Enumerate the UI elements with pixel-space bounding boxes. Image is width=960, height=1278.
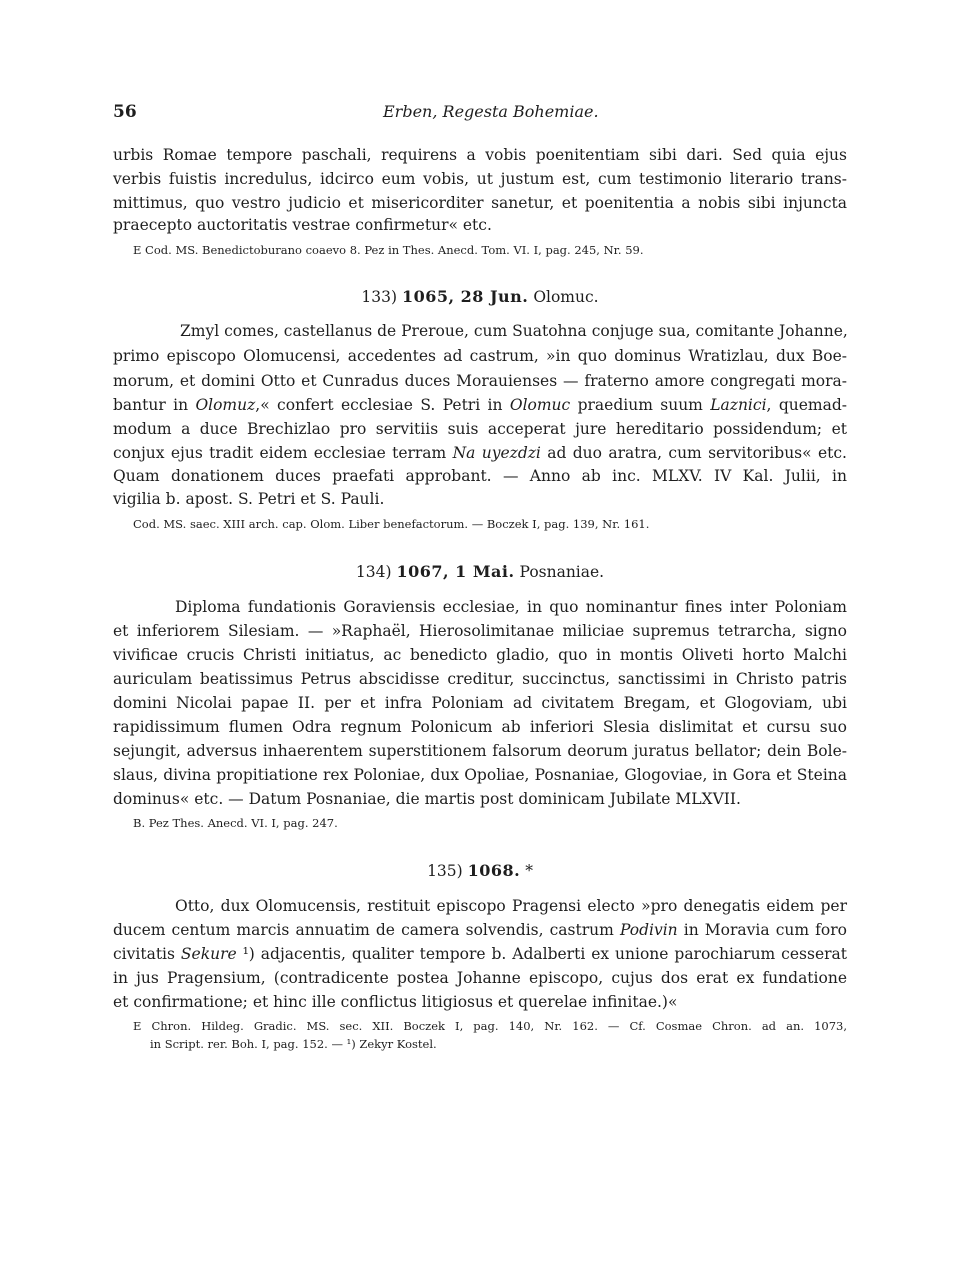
source-citation: in Script. rer. Boh. I, pag. 152. — ¹) Zekyr Kostel.	[150, 1037, 437, 1051]
page-number: 56	[113, 102, 137, 122]
running-title: Erben, Regesta Bohemiae.	[383, 102, 599, 121]
entry-date: 1065, 28 Jun.	[401, 287, 529, 306]
entry-number: 134)	[355, 563, 392, 581]
entry-heading	[0, 286, 960, 308]
entry-place: Posnaniae.	[519, 563, 605, 581]
entry-line: modum a duce Brechizlao pro servitiis suis acceperat jure hereditario possidendum; et	[113, 420, 847, 438]
place-name: Na uyezdzi	[452, 444, 541, 462]
text-run: civitatis	[113, 945, 181, 963]
entry-line: Zmyl comes, castellanus de Preroue, cum Suatohna conjuge sua, comitante Johanne,	[180, 322, 848, 340]
entry-line: Quam donationem duces praefati approbant. — Anno ab inc. MLXV. IV Kal. Julii, in	[113, 467, 847, 485]
entry-line	[113, 920, 847, 940]
intro-line: mittimus, quo vestro judicio et misericorditer sanetur, et poenitentia a nobis sibi injuncta	[113, 194, 847, 212]
text-run: ¹) adjacentis, qualiter tempore b. Adalberti ex unione parochiarum cesserat	[236, 945, 847, 963]
entry-line: rapidissimum flumen Odra regnum Polonicum ab inferiori Slesia dislimitat et cursu suo	[113, 718, 847, 736]
entry-date: 1068.	[467, 861, 521, 880]
entry-line: auriculam beatissimus Petrus abscidisse creditur, succinctus, sanctissimi in Christo patris	[113, 670, 847, 688]
entry-line: slaus, divina propitiatione rex Poloniae, dux Opoliae, Posnaniae, Glogoviae, in Gora et Steina	[113, 766, 847, 784]
place-name: Sekure	[180, 945, 237, 963]
entry-heading	[0, 561, 960, 583]
text-run: , quemad-	[766, 396, 847, 414]
text-run: praedium suum	[570, 396, 711, 414]
page-header	[113, 102, 847, 126]
source-citation: E Cod. MS. Benedictoburano coaevo 8. Pez in Thes. Anecd. Tom. VI. I, pag. 245, Nr. 59.	[133, 243, 644, 257]
entry-line: Diploma fundationis Goraviensis ecclesiae, in quo nominantur fines inter Poloniam	[175, 598, 847, 616]
entry-line	[113, 443, 847, 463]
entry-heading	[0, 860, 960, 882]
entry-line	[113, 395, 847, 415]
place-name: Olomuc	[509, 396, 571, 414]
entry-line: primo episcopo Olomucensi, accedentes ad castrum, »in quo dominus Wratizlau, dux Boe-	[113, 347, 847, 365]
entry-number: 133)	[361, 288, 398, 306]
text-run: in Moravia cum foro	[677, 921, 847, 939]
entry-star: *	[525, 862, 533, 880]
text-run: bantur in	[113, 396, 196, 414]
place-name: Podivin	[619, 921, 678, 939]
place-name: Laznici	[710, 396, 767, 414]
text-run: ducem centum marcis annuatim de camera solvendis, castrum	[113, 921, 620, 939]
entry-number: 135)	[427, 862, 463, 880]
intro-line: praecepto auctoritatis vestrae confirmetur« etc.	[113, 216, 492, 234]
entry-line: morum, et domini Otto et Cunradus duces Morauienses — fraterno amore congregati mora-	[113, 372, 847, 390]
text-run: ad duo aratra, cum servitoribus« etc.	[540, 444, 847, 462]
entry-line: domini Nicolai papae II. per et infra Poloniam ad civitatem Bregam, et Glogoviam, ubi	[113, 694, 847, 712]
entry-line	[113, 944, 847, 964]
entry-place: Olomuc.	[533, 288, 599, 306]
entry-line: et confirmatione; et hinc ille conflictus litigiosus et querelae infinitae.)«	[113, 993, 678, 1011]
text-run: ,« confert ecclesiae S. Petri in	[255, 396, 510, 414]
intro-line: urbis Romae tempore paschali, requirens a vobis poenitentiam sibi dari. Sed quia ejus	[113, 146, 847, 164]
entry-line: et inferiorem Silesiam. — »Raphaël, Hierosolimitanae miliciae supremus tetrarcha, signo	[113, 622, 847, 640]
entry-line: Otto, dux Olomucensis, restituit episcopo Pragensi electo »pro denegatis eidem per	[175, 897, 847, 915]
entry-line: sejungit, adversus inhaerentem superstitionem falsorum deorum juratus bellator; dein Bole-	[113, 742, 847, 760]
place-name: Olomuz	[195, 396, 256, 414]
entry-date: 1067, 1 Mai.	[396, 562, 515, 581]
source-citation: Cod. MS. saec. XIII arch. cap. Olom. Liber benefactorum. — Boczek I, pag. 139, Nr. 161.	[133, 517, 650, 531]
entry-line: vigilia b. apost. S. Petri et S. Pauli.	[113, 490, 385, 508]
intro-line: verbis fuistis incredulus, idcirco eum vobis, ut justum est, cum testimonio literario trans-	[113, 170, 847, 188]
source-citation: E Chron. Hildeg. Gradic. MS. sec. XII. Boczek I, pag. 140, Nr. 162. — Cf. Cosmae Chron. ad an. 1073,	[133, 1019, 847, 1033]
text-run: conjux ejus tradit eidem ecclesiae terram	[113, 444, 453, 462]
entry-line: dominus« etc. — Datum Posnaniae, die martis post dominicam Jubilate MLXVII.	[113, 790, 741, 808]
entry-line: vivificae crucis Christi initiatus, ac benedicto gladio, quo in montis Oliveti horto Malchi	[113, 646, 847, 664]
source-citation: B. Pez Thes. Anecd. VI. I, pag. 247.	[133, 816, 338, 830]
entry-line: in jus Pragensium, (contradicente postea Johanne episcopo, cujus dos erat ex fundatione	[113, 969, 847, 987]
